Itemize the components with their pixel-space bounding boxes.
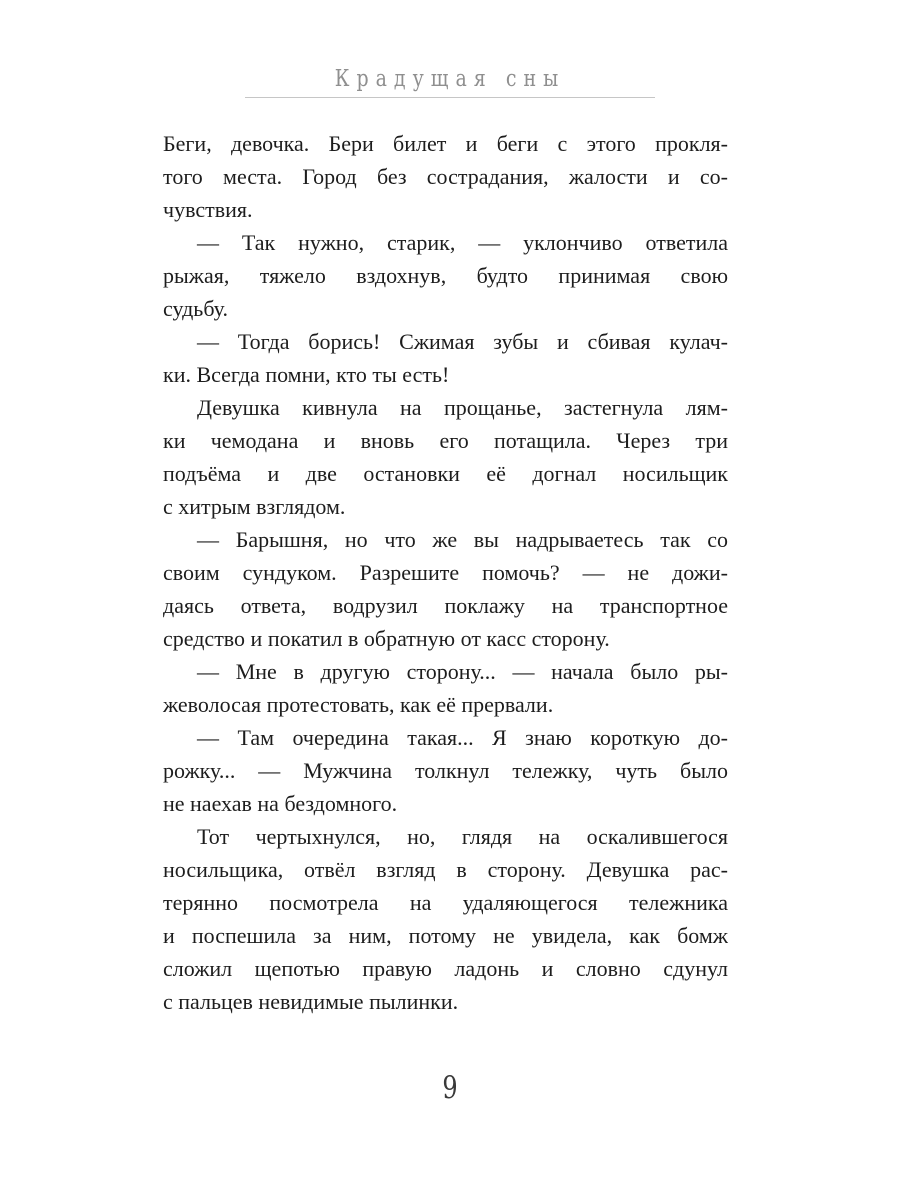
text-line: — Барышня, но что же вы надрываетесь так со: [197, 527, 728, 552]
paragraph: [163, 523, 728, 655]
page-body: [163, 127, 728, 1018]
page-header-title: Крадущая сны: [334, 64, 566, 92]
text-line: Беги, девочка. Бери билет и беги с этого прокля-: [163, 131, 728, 156]
running-head: [0, 64, 900, 98]
text-line: носильщика, отвёл взгляд в сторону. Девушка рас-: [163, 857, 728, 882]
page-number: 9: [442, 1069, 458, 1106]
header-rule: [245, 97, 655, 98]
text-line: сложил щепотью правую ладонь и словно сдунул: [163, 956, 728, 981]
text-line: — Тогда борись! Сжимая зубы и сбивая кулач-: [197, 329, 728, 354]
paragraph: [163, 226, 728, 325]
folio: [0, 1069, 900, 1106]
text-line: ки чемодана и вновь его потащила. Через три: [163, 428, 728, 453]
text-line: Тот чертыхнулся, но, глядя на оскалившегося: [197, 824, 728, 849]
text-line: своим сундуком. Разрешите помочь? — не дожи-: [163, 560, 728, 585]
text-line: ки. Всегда помни, кто ты есть!: [163, 362, 450, 387]
text-line: — Так нужно, старик, — уклончиво ответила: [197, 230, 728, 255]
text-line: рыжая, тяжело вздохнув, будто принимая свою: [163, 263, 728, 288]
paragraph: [163, 655, 728, 721]
text-line: с пальцев невидимые пылинки.: [163, 989, 459, 1014]
text-line: терянно посмотрела на удаляющегося тележника: [163, 890, 728, 915]
text-line: — Мне в другую сторону... — начала было ры-: [197, 659, 728, 684]
text-line: с хитрым взглядом.: [163, 494, 346, 519]
text-line: судьбу.: [163, 296, 228, 321]
paragraph: [163, 127, 728, 226]
text-line: чувствия.: [163, 197, 253, 222]
text-line: того места. Город без сострадания, жалости и со-: [163, 164, 728, 189]
text-line: даясь ответа, водрузил поклажу на транспортное: [163, 593, 728, 618]
text-line: не наехав на бездомного.: [163, 791, 398, 816]
text-line: — Там очередина такая... Я знаю короткую до-: [197, 725, 728, 750]
text-line: подъёма и две остановки её догнал носильщик: [163, 461, 728, 486]
text-line: рожку... — Мужчина толкнул тележку, чуть было: [163, 758, 728, 783]
text-line: Девушка кивнула на прощанье, застегнула лям-: [197, 395, 728, 420]
paragraph: [163, 721, 728, 820]
paragraph: [163, 325, 728, 391]
text-line: жеволосая протестовать, как её прервали.: [163, 692, 554, 717]
paragraph: [163, 391, 728, 523]
text-line: и поспешила за ним, потому не увидела, как бомж: [163, 923, 728, 948]
text-line: средство и покатил в обратную от касс сторону.: [163, 626, 610, 651]
paragraph: [163, 820, 728, 1018]
